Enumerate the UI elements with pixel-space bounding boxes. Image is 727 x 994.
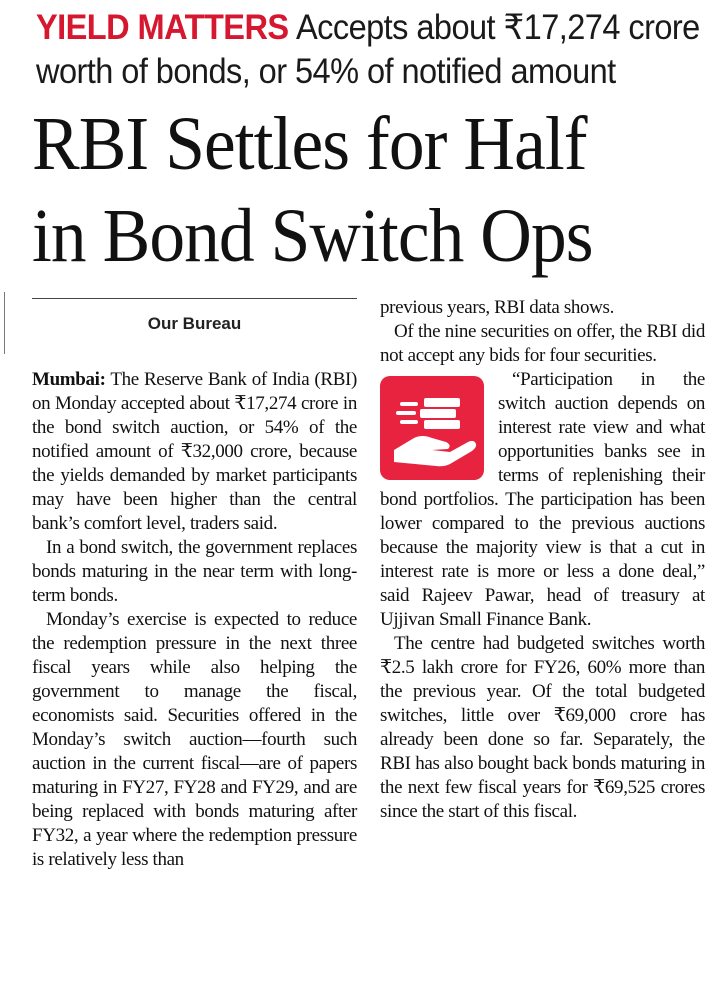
deck-line-1: Accepts about ₹17,274 crore bbox=[295, 8, 700, 47]
paragraph: Of the nine securities on offer, the RBI did not accept any bids for four securities. bbox=[380, 321, 705, 366]
column-1 bbox=[32, 368, 357, 872]
paragraph: The centre had budgeted switches worth ₹2.5 lakh crore for FY26, 60% more than the previous year. Of the total budgeted switches, little over ₹69,000 crore has already been done so far. Separately, the RBI has also bought back bonds maturing in the next few fiscal years for ₹69,525 crores since the start of this fiscal. bbox=[380, 633, 705, 822]
kicker-deck bbox=[36, 6, 700, 94]
paragraph-text: The Reserve Bank of India (RBI) on Monday accepted about ₹17,274 crore in the bond switch auction, or 54% of the notified amount of ₹32,000 crore, because the yields demanded by market participants may have been higher than the central bank’s comfort level, traders said. bbox=[32, 369, 357, 534]
hand-holding-money-icon bbox=[380, 376, 484, 480]
paragraph bbox=[32, 368, 357, 536]
paragraph: Monday’s exercise is expected to reduce the redemption pressure in the next three fiscal years while also helping the government to manage the fiscal, economists said. Securities offered in the Monday’s switch auction—fourth such auction in the current fiscal—are of papers maturing in FY27, FY28 and FY29, and are being replaced with bonds maturing after FY32, a year where the redemption pressure is relatively less than bbox=[32, 609, 357, 870]
headline bbox=[32, 98, 690, 282]
deck-line-2: worth of bonds, or 54% of notified amount bbox=[36, 52, 616, 91]
kicker-label: YIELD MATTERS bbox=[36, 8, 289, 47]
byline: Our Bureau bbox=[147, 314, 242, 333]
paragraph bbox=[380, 368, 705, 632]
byline-rule bbox=[32, 298, 357, 299]
headline-line-2: in Bond Switch Ops bbox=[32, 194, 593, 278]
headline-line-1: RBI Settles for Half bbox=[32, 102, 587, 186]
column-2 bbox=[380, 296, 705, 824]
paragraph-text: “Participation in the switch auction depends on interest rate view and what opportunities banks see in terms of replenishing their bond portfolios. The participation has been lower compared to the previous auctions because the majority view is that a cut in interest rate is more or less a done deal,” said Rajeev Pawar, head of treasury at Ujjivan Small Finance Bank. bbox=[380, 369, 705, 630]
paragraph: previous years, RBI data shows. bbox=[380, 297, 614, 318]
paragraph: In a bond switch, the government replaces bonds maturing in the near term with long-term bonds. bbox=[32, 537, 357, 606]
dateline: Mumbai: bbox=[32, 369, 106, 390]
page-edge-line bbox=[4, 292, 5, 354]
